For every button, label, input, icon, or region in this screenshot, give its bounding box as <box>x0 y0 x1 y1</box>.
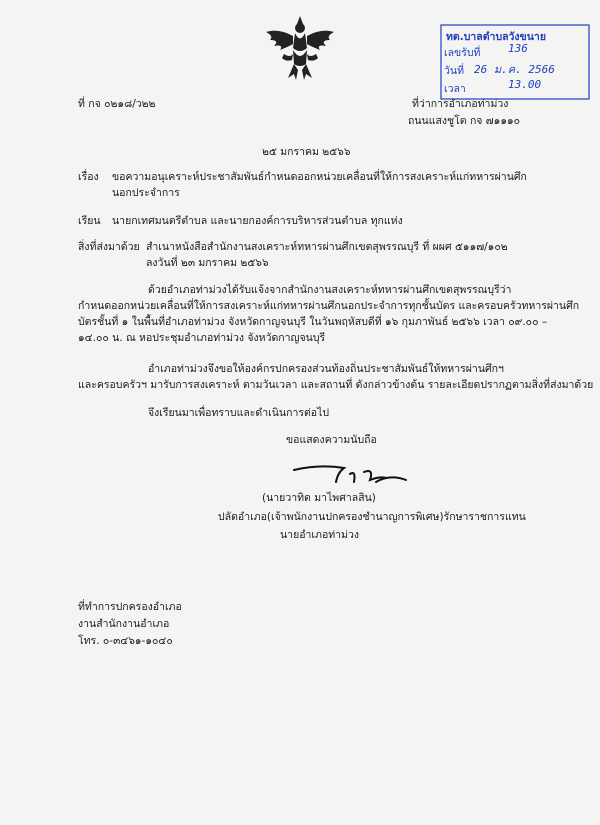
body-p2-line-2: และครอบครัวฯ มารับการสงเคราะห์ ตามวันเวลา และสถานที่ ดังกล่าวข้างต้น รายละเอียดปรากฏตามสิ่งที่ส่งมาด้วย <box>78 379 594 391</box>
garuda-emblem-icon <box>262 14 338 84</box>
receipt-stamp <box>440 24 590 100</box>
closing-salutation: ขอแสดงความนับถือ <box>286 434 377 446</box>
stamp-title: ทต.บาลตำบลวังขนาย <box>446 31 546 43</box>
attachment-label: สิ่งที่ส่งมาด้วย <box>78 241 140 253</box>
stamp-time-label: เวลา <box>444 83 466 95</box>
body-p1-line-2: กำหนดออกหน่วยเคลื่อนที่ให้การสงเคราะห์แก่ทหารผ่านศึกนอกประจำการทุกชั้นบัตร และครอบครัวทหารผ่านศึก <box>78 300 580 312</box>
signature-icon <box>290 462 410 488</box>
stamp-date-value: 26 ม.ค. 2566 <box>474 63 555 76</box>
doc-date: ๒๕ มกราคม ๒๕๖๖ <box>262 146 351 158</box>
body-p1-line-1: ด้วยอำเภอท่าม่วงได้รับแจ้งจากสำนักงานสงเคราะห์ทหารผ่านศึกเขตสุพรรณบุรีว่า <box>148 284 512 296</box>
stamp-receive-label: เลขรับที่ <box>444 47 481 59</box>
stamp-date-label: วันที่ <box>444 65 464 77</box>
signer-position-2: นายอำเภอท่าม่วง <box>280 529 360 541</box>
subject-line-1: ขอความอนุเคราะห์ประชาสัมพันธ์กำหนดออกหน่วยเคลื่อนที่ให้การสงเคราะห์แก่ทหารผ่านศึก <box>112 171 527 183</box>
signer-position-1: ปลัดอำเภอ(เจ้าพนักงานปกครองชำนาญการพิเศษ)รักษาราชการแทน <box>218 511 526 523</box>
recipient-label: เรียน <box>78 215 101 227</box>
body-p3: จึงเรียนมาเพื่อทราบและดำเนินการต่อไป <box>148 407 330 419</box>
subject-label: เรื่อง <box>78 171 99 183</box>
footer-line-3: โทร. ๐-๓๔๖๑-๑๐๔๐ <box>78 635 173 647</box>
recipient-text: นายกเทศมนตรีตำบล และนายกองค์การบริหารส่วนตำบล ทุกแห่ง <box>112 215 403 227</box>
footer-line-2: งานสำนักงานอำเภอ <box>78 618 170 630</box>
footer-line-1: ที่ทำการปกครองอำเภอ <box>78 601 182 613</box>
stamp-time-value: 13.00 <box>508 78 542 91</box>
body-p2-line-1: อำเภอท่าม่วงจึงขอให้องค์กรปกครองส่วนท้องถิ่นประชาสัมพันธ์ให้ทหารผ่านศึกฯ <box>148 363 504 375</box>
body-p1-line-4: ๑๔.๐๐ น. ณ หอประชุมอำเภอท่าม่วง จังหวัดกาญจนบุรี <box>78 332 326 344</box>
doc-number: ที่ กจ ๐๒๑๘/ว๒๒ <box>78 98 156 110</box>
stamp-receive-no: 136 <box>508 42 528 55</box>
office-line-1: ที่ว่าการอำเภอท่าม่วง <box>412 98 509 110</box>
office-line-2: ถนนแสงชูโต กจ ๗๑๑๑๐ <box>408 115 521 127</box>
body-p1-line-3: บัตรชั้นที่ ๑ ในพื้นที่อำเภอท่าม่วง จังหวัดกาญจนบุรี ในวันพฤหัสบดีที่ ๑๖ กุมภาพันธ์ ๒๕๖๖ เวลา ๐๙.๐๐ – <box>78 316 548 328</box>
attachment-line-1: สำเนาหนังสือสำนักงานสงเคราะห์ทหารผ่านศึกเขตสุพรรณบุรี ที่ ผผศ ๕๑๑๗/๑๐๒ <box>146 241 508 253</box>
attachment-line-2: ลงวันที่ ๒๓ มกราคม ๒๕๖๖ <box>146 257 269 269</box>
subject-line-2: นอกประจำการ <box>112 187 180 199</box>
signer-name: (นายวาทิต มาไพศาลสิน) <box>262 492 376 504</box>
